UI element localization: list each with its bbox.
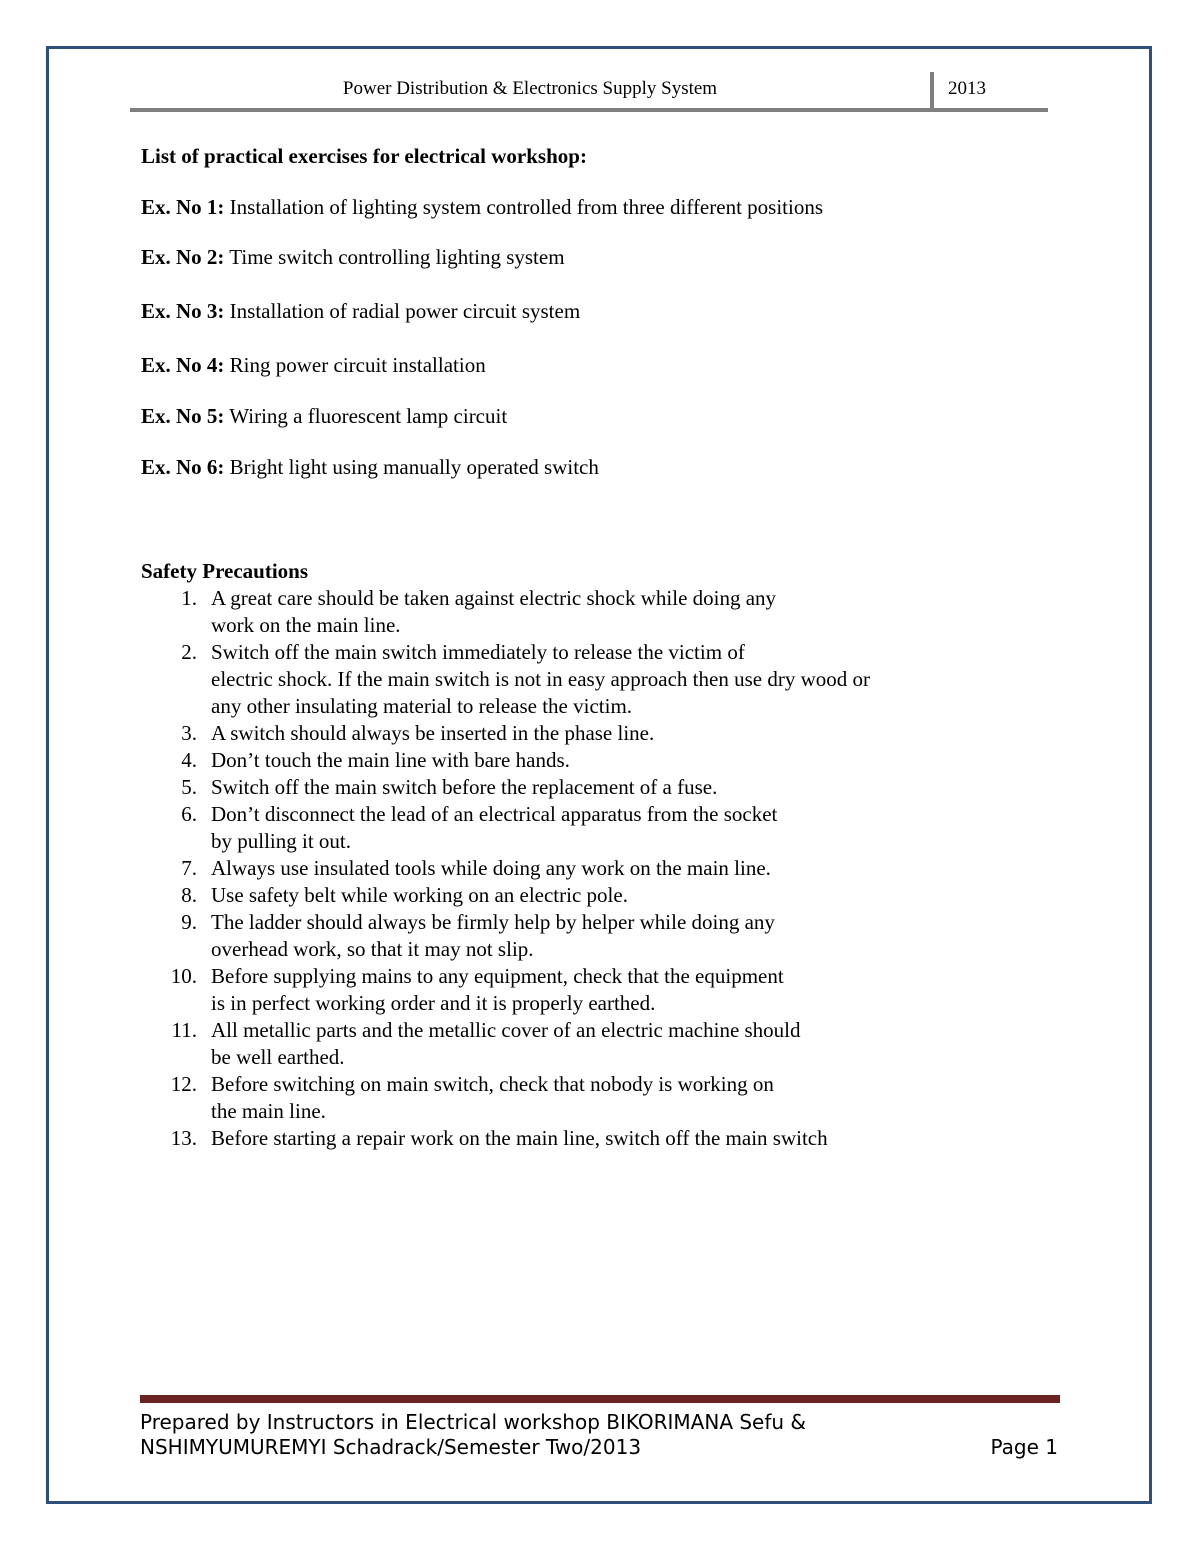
header-year: 2013 (948, 78, 986, 99)
safety-item-line: Don’t disconnect the lead of an electrical apparatus from the socket (211, 802, 778, 826)
exercise-text: Installation of radial power circuit system (224, 299, 581, 323)
safety-item (141, 1017, 1011, 1071)
safety-item-line: A great care should be taken against electric shock while doing any (211, 586, 777, 610)
safety-item (141, 720, 1011, 747)
safety-item-number: 12. (170, 1072, 197, 1096)
exercise-text: Bright light using manually operated switch (224, 455, 599, 479)
safety-heading: Safety Precautions (141, 559, 309, 583)
safety-item-line: electric shock. If the main switch is not in easy approach then use dry wood or (211, 667, 870, 691)
exercise-label: Ex. No 1: (141, 195, 225, 219)
safety-item-line: is in perfect working order and it is properly earthed. (211, 991, 656, 1015)
exercise-label: Ex. No 5: (141, 404, 225, 428)
safety-item (141, 774, 1011, 801)
footer-line-2: NSHIMYUMUREMYI Schadrack/Semester Two/2013 (140, 1435, 642, 1459)
safety-item-line: be well earthed. (211, 1045, 345, 1069)
safety-item-line: Always use insulated tools while doing any work on the main line. (211, 856, 771, 880)
safety-item-line: Before supplying mains to any equipment, check that the equipment (211, 964, 784, 988)
safety-item-number: 10. (170, 964, 197, 988)
exercise-text: Ring power circuit installation (224, 353, 486, 377)
footer-credits (140, 1410, 806, 1460)
safety-item-line: work on the main line. (211, 613, 401, 637)
safety-item (141, 1125, 1011, 1152)
safety-item-line: Use safety belt while working on an electric pole. (211, 883, 628, 907)
safety-item-line: any other insulating material to release the victim. (211, 694, 633, 718)
safety-item (141, 747, 1011, 774)
safety-item-line: Don’t touch the main line with bare hands. (211, 748, 570, 772)
exercise-label: Ex. No 3: (141, 299, 225, 323)
safety-item (141, 963, 1011, 1017)
safety-item-number: 5. (181, 775, 197, 799)
exercise-label: Ex. No 6: (141, 455, 225, 479)
footer-line-1: Prepared by Instructors in Electrical workshop BIKORIMANA Sefu & (140, 1410, 807, 1434)
safety-item (141, 639, 1011, 720)
safety-item-line: All metallic parts and the metallic cover of an electric machine should (211, 1018, 801, 1042)
safety-item-number: 11. (171, 1018, 197, 1042)
exercise-item (141, 353, 486, 378)
safety-item-line: by pulling it out. (211, 829, 352, 853)
exercise-text: Wiring a fluorescent lamp circuit (224, 404, 508, 428)
exercises-heading: List of practical exercises for electrical workshop: (141, 144, 587, 168)
safety-item-number: 2. (181, 640, 197, 664)
safety-item-number: 9. (181, 910, 197, 934)
safety-item (141, 855, 1011, 882)
header-rule (130, 108, 1048, 112)
exercise-label: Ex. No 4: (141, 353, 225, 377)
header-divider (930, 72, 934, 112)
safety-item (141, 882, 1011, 909)
exercise-item (141, 455, 599, 480)
safety-item (141, 1071, 1011, 1125)
safety-item-line: The ladder should always be firmly help by helper while doing any (211, 910, 775, 934)
safety-item-line: overhead work, so that it may not slip. (211, 937, 534, 961)
safety-item-number: 7. (181, 856, 197, 880)
safety-item-line: Switch off the main switch before the replacement of a fuse. (211, 775, 718, 799)
safety-item (141, 909, 1011, 963)
safety-item-line: Before switching on main switch, check that nobody is working on (211, 1072, 774, 1096)
safety-item-number: 4. (181, 748, 197, 772)
safety-item-line: the main line. (211, 1099, 326, 1123)
safety-item-line: Before starting a repair work on the main line, switch off the main switch (211, 1126, 828, 1150)
exercise-label: Ex. No 2: (141, 245, 225, 269)
safety-item (141, 801, 1011, 855)
footer-rule (140, 1395, 1060, 1403)
exercise-text: Time switch controlling lighting system (224, 245, 565, 269)
exercise-item (141, 299, 580, 324)
header-title: Power Distribution & Electronics Supply System (342, 78, 718, 99)
safety-item-number: 1. (181, 586, 197, 610)
page-number: Page 1 (990, 1435, 1058, 1459)
exercise-text: Installation of lighting system controlled from three different positions (224, 195, 824, 219)
safety-item-line: A switch should always be inserted in the phase line. (211, 721, 655, 745)
safety-item-number: 13. (170, 1126, 197, 1150)
safety-item-number: 8. (181, 883, 197, 907)
safety-list (141, 585, 1011, 1152)
exercise-item (141, 245, 565, 270)
exercise-item (141, 195, 823, 220)
exercise-item (141, 404, 507, 429)
safety-item-number: 6. (181, 802, 197, 826)
safety-item (141, 585, 1011, 639)
safety-item-number: 3. (181, 721, 197, 745)
safety-item-line: Switch off the main switch immediately to release the victim of (211, 640, 745, 664)
